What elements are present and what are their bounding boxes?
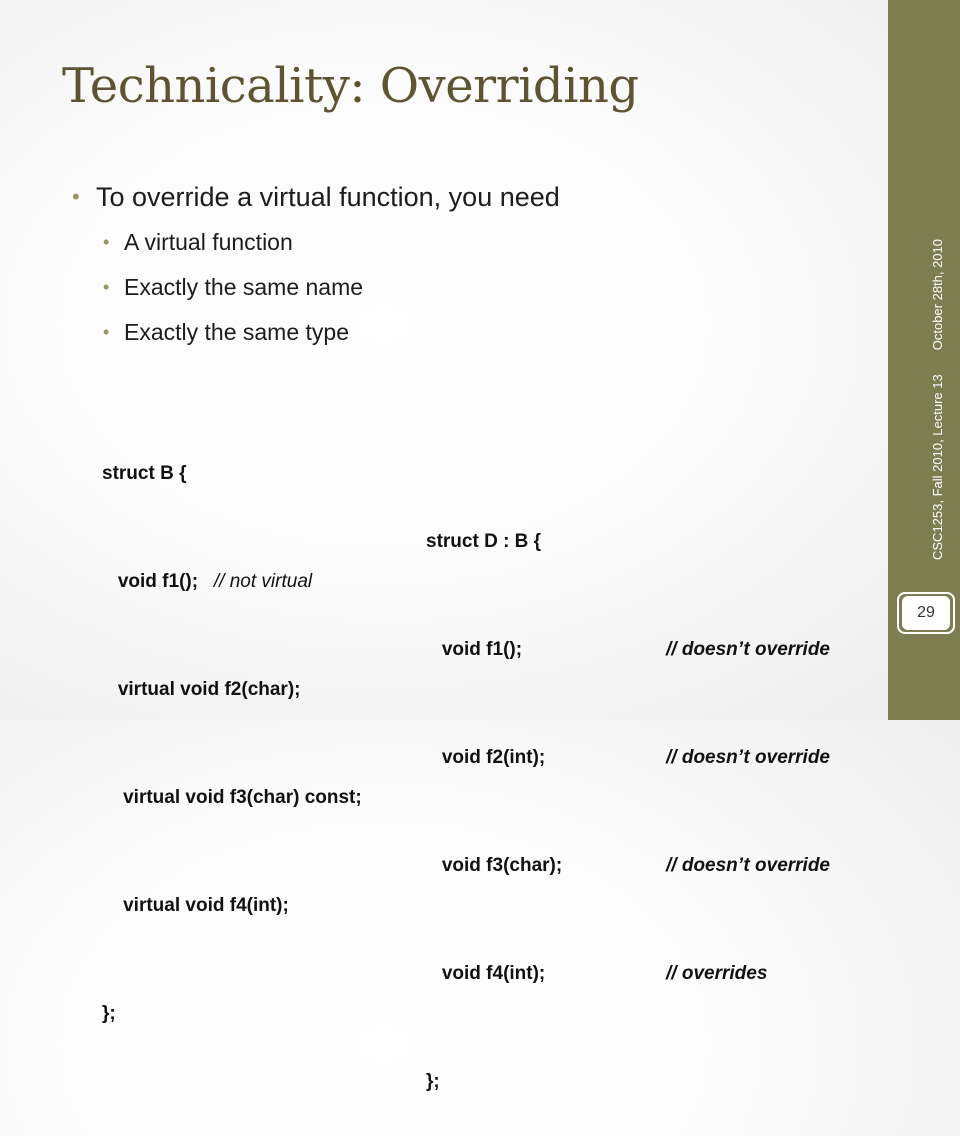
code-comment: // overrides [666, 963, 768, 984]
page-number: 29 [902, 596, 950, 630]
sub-bullet: • Exactly the same name [72, 265, 560, 310]
page-number-badge [897, 592, 955, 634]
code-text: void f3(char); [426, 855, 563, 876]
code-line [426, 740, 830, 776]
bullet-list [72, 178, 560, 355]
code-line: struct D : B { [426, 531, 542, 552]
code-text: void f1(); [426, 639, 523, 660]
code-comment: // doesn’t override [666, 747, 830, 768]
bullet-main: • To override a virtual function, you need [72, 178, 560, 220]
code-block-struct-d [426, 452, 830, 1136]
footer-text [930, 239, 945, 560]
code-line: struct B { [102, 463, 187, 484]
course-label: CSC1253, Fall 2010, Lecture 13 [930, 374, 945, 560]
sub-bullet: • A virtual function [72, 220, 560, 265]
code-line [426, 956, 768, 992]
code-comment: // doesn’t override [666, 855, 830, 876]
slide-title: Technicality: Overriding [62, 58, 639, 114]
code-line: virtual void f4(int); [102, 895, 289, 916]
code-line: }; [102, 1003, 116, 1024]
code-comment: // not virtual [198, 571, 313, 592]
code-line: }; [426, 1071, 440, 1092]
code-line: virtual void f2(char); [102, 679, 301, 700]
code-comment: // doesn’t override [666, 639, 830, 660]
code-text: void f2(int); [426, 747, 546, 768]
sub-bullet: • Exactly the same type [72, 310, 560, 355]
date-label: October 28th, 2010 [930, 238, 945, 351]
code-line: virtual void f3(char) const; [102, 787, 362, 808]
code-line [426, 632, 830, 668]
code-block-struct-b [102, 384, 362, 1068]
code-text: void f1(); [102, 571, 199, 592]
code-line [426, 848, 830, 884]
code-line [102, 564, 362, 600]
code-text: void f4(int); [426, 963, 546, 984]
